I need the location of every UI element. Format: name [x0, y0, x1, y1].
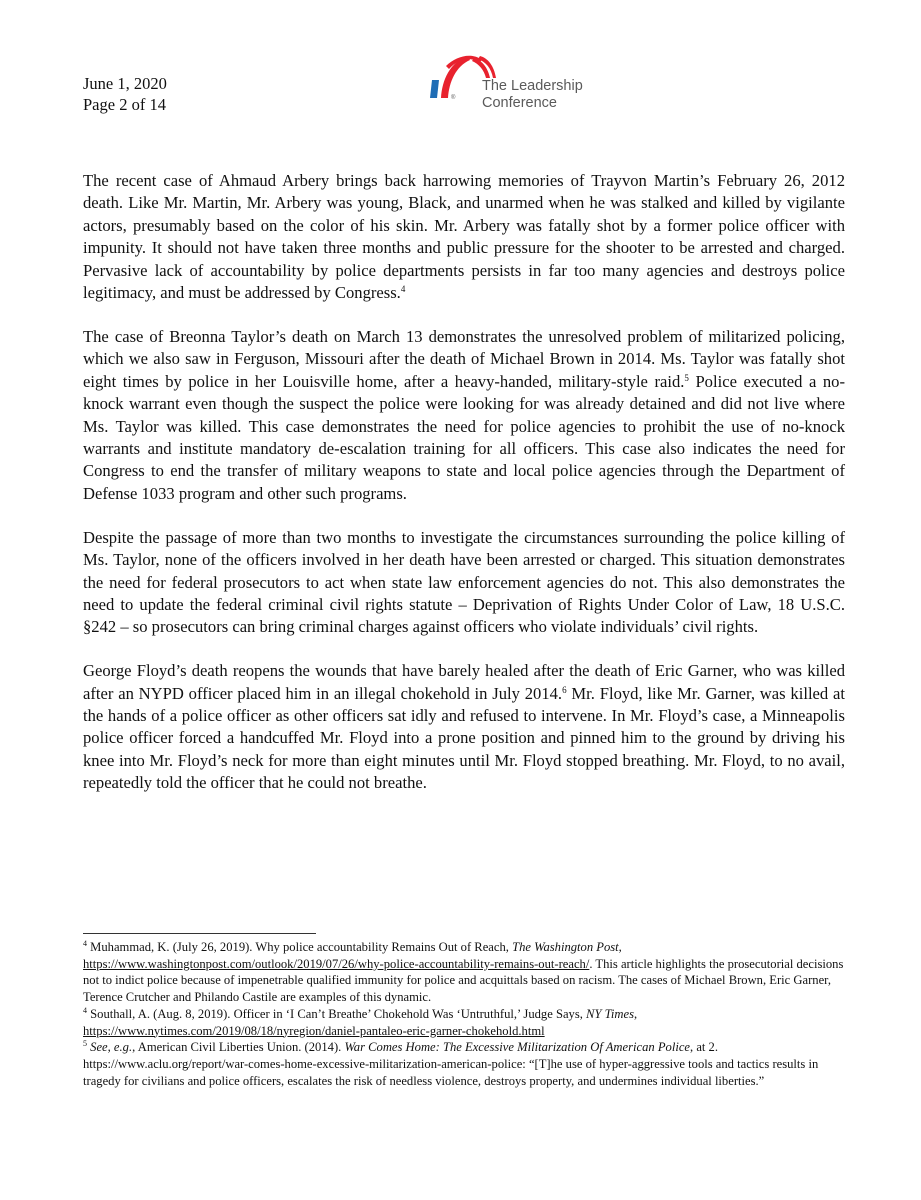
footnote-4a: $^4$ Muhammad, K. (July 26, 2019). Why police accountability Remains Out of Reach, The Washington Post, https://www.washingtonpost.com/outlook/2019/07/26/why-police-accountability-remains-out-reach/. This article highlights the prosecutorial decisions not to indict police because of impenetrable qualified immunity for police and acquittals based on racism. The cases of Michael Brown, Eric Garner, Terence Crutcher and Philando Castile are examples of this dynamic.: [83, 939, 844, 1005]
footnote-4b: $^4$ Southall, A. (Aug. 8, 2019). Officer in ‘I Can’t Breathe’ Chokehold Was ‘Untruthful,’ Judge Says, NY Times, https://www.nytimes.com/2019/08/18/nyregion/daniel-pantaleo-eric-garner-chokehold.html: [83, 1005, 638, 1038]
paragraph-taylor-case: The case of Breonna Taylor’s death on March 13 demonstrates the unresolved problem of militarized policing, which we also saw in Ferguson, Missouri after the death of Michael Brown in 2014. Ms. Taylor was fatally shot eight times by police in her Louisville home, after a heavy-handed, military-style raid.$^5$ Police executed a no-knock warrant even though the suspect the police were looking for was already detained and did not live where Ms. Taylor was killed. This case demonstrates the need for police agencies to prohibit the use of no-knock warrants and institute mandatory de-escalation training for all officers. This case also indicates the need for Congress to end the transfer of military weapons to state and local police agencies through the Department of Defense 1033 program and other such programs.: [83, 326, 845, 503]
footnote-divider: [83, 933, 316, 934]
footnote-ref[interactable]: 5: [684, 372, 689, 383]
footnote-5: $^5$ See, e.g., American Civil Liberties Union. (2014). War Comes Home: The Excessive Militarization Of American Police, at 2. https://www.aclu.org/report/war-comes-home-excessive-militarization-american-police: “[T]he use of hyper-aggressive tools and tactics results in tragedy for civilians and police officers, escalates the risk of needless violence, destroys property, and undermines individual liberties.”: [83, 1039, 819, 1088]
page-number: Page 2 of 14: [83, 95, 166, 114]
letter-date: June 1, 2020: [83, 74, 167, 93]
footnote-ref[interactable]: 4: [400, 284, 406, 295]
logo-wordmark: The Leadership Conference: [482, 78, 583, 111]
footnote-ref[interactable]: 6: [562, 684, 567, 695]
footnote-link[interactable]: https://www.nytimes.com/2019/08/18/nyregion/daniel-pantaleo-eric-garner-chokehold.html: [83, 1023, 545, 1038]
footnote-link[interactable]: https://www.washingtonpost.com/outlook/2019/07/26/why-police-accountability-remains-out-reach/: [83, 956, 590, 971]
organization-logo: [430, 52, 590, 118]
paragraph-arbery: The recent case of Ahmaud Arbery brings back harrowing memories of Trayvon Martin’s February 26, 2012 death. Like Mr. Martin, Mr. Arbery was young, Black, and unarmed when he was stalked and killed by vigilante actors, presumably based on the color of his skin. Mr. Arbery was fatally shot by a former police officer with impunity. It should not have taken three months and public pressure for the shooter to be arrested and charged. Pervasive lack of accountability by police departments persists in far too many agencies and destroys police legitimacy, and must be addressed by Congress.$^4$: [83, 171, 845, 303]
paragraph-floyd: George Floyd’s death reopens the wounds that have barely healed after the death of Eric Garner, who was killed after an NYPD officer placed him in an illegal chokehold in July 2014.$^6$ Mr. Floyd, like Mr. Garner, was killed at the hands of a police officer as other officers sat idly and refused to intervene. In Mr. Floyd’s case, a Minneapolis police officer forced a handcuffed Mr. Floyd into a prone position and pinned him to the ground by driving his knee into Mr. Floyd’s neck for more than eight minutes until Mr. Floyd stopped breathing. Mr. Floyd, to no avail, repeatedly told the officer that he could not breathe.: [83, 661, 846, 793]
svg-text:®: ®: [451, 95, 456, 101]
page-header: [83, 73, 167, 115]
paragraph-taylor-prosecution: Despite the passage of more than two months to investigate the circumstances surrounding the police killing of Ms. Taylor, none of the officers involved in her death have been arrested or charged. This situation demonstrates the need for federal prosecutors to act when state law enforcement agencies do not. This also demonstrates the need to update the federal criminal civil rights statute – Deprivation of Rights Under Color of Law, 18 U.S.C. §242 – so prosecutors can bring criminal charges against officers who violate individuals’ civil rights.: [83, 527, 845, 637]
footnotes: [83, 939, 853, 1089]
letter-body: [83, 170, 845, 816]
